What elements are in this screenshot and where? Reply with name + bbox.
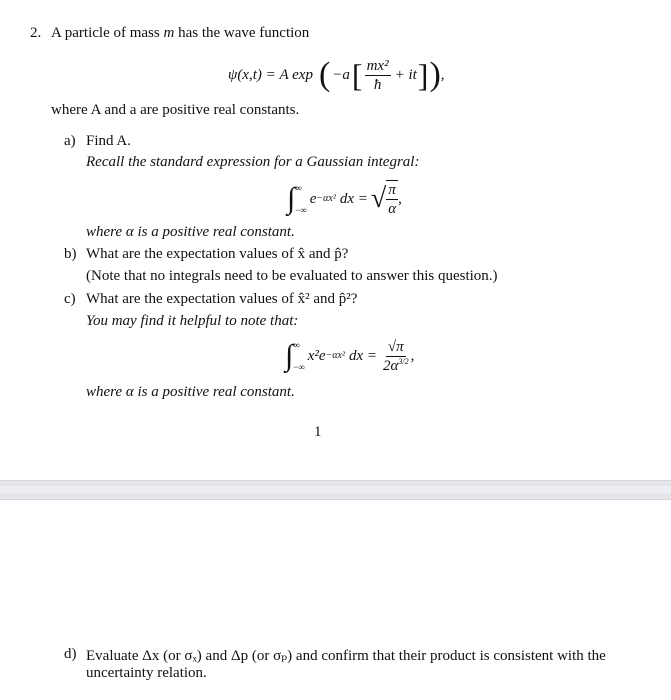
bracket-close: ] <box>417 57 429 93</box>
wavefunction-lhs: ψ(x,t) = A exp <box>228 66 313 83</box>
plus-it: + it <box>394 66 417 83</box>
part-d-line2: uncertainty relation. <box>86 665 207 681</box>
result-fraction <box>381 338 411 375</box>
problem-number: 2. <box>30 25 42 41</box>
part-a-where: where α is a positive real constant. <box>86 224 295 240</box>
integrand: e <box>309 190 317 207</box>
part-a-label: a) <box>64 133 76 149</box>
problem-intro <box>51 25 309 42</box>
part-d-label: d) <box>64 646 77 662</box>
part-a-text: Find A. <box>86 133 132 149</box>
part-c-label: c) <box>64 291 76 307</box>
part-c-where: where α is a positive real constant. <box>86 384 295 400</box>
second-moment-integral: ∫ ∞ −∞ x²e −αx² dx = $\frac{√\pi}{2\alpha^{3/2}}$ , <box>285 338 415 374</box>
sqrt-denominator: α <box>388 201 397 217</box>
fraction-denominator: ħ <box>373 76 382 93</box>
sqrt-numerator: π <box>388 182 396 198</box>
bracket-open: [ <box>351 57 363 93</box>
integral-dx: dx = <box>339 190 368 207</box>
fraction-numerator: mx² <box>366 57 389 74</box>
integral-limits <box>295 183 307 215</box>
mass-variable: m <box>163 25 175 41</box>
integral-sign: ∫ <box>287 182 296 215</box>
wavefunction-equation <box>228 52 445 98</box>
sqrt-sign: √ <box>370 183 387 214</box>
integral-trailing-comma-2: , <box>410 347 415 364</box>
lower-limit-2: −∞ <box>293 362 305 372</box>
part-b-text: What are the expectation values of x̂ and p̂? <box>86 246 349 262</box>
trailing-comma: , <box>440 66 445 83</box>
result-denominator <box>381 357 411 375</box>
gaussian-integral: ∫ ∞ −∞ e −αx² dx = √ $\frac{\pi}{\alpha}$ , <box>287 182 402 217</box>
sqrt-fraction <box>386 180 398 218</box>
result-denominator-exponent: 3/2 <box>398 356 409 366</box>
neg-a: −a <box>332 66 350 83</box>
paren-open: ( <box>318 56 331 93</box>
part-d-line1: Evaluate Δx (or σₓ) and Δp (or σₚ) and confirm that their product is consistent with the <box>86 648 606 664</box>
intro-text: A particle of mass <box>51 25 160 41</box>
part-c-hint: You may find it helpful to note that: <box>86 313 299 329</box>
part-a-recall: Recall the standard expression for a Gaussian integral: <box>86 154 420 170</box>
result-denominator-base: 2α <box>383 357 399 374</box>
upper-limit: ∞ <box>295 183 302 193</box>
result-numerator: √π <box>387 338 404 355</box>
integral-limits-2 <box>293 340 305 372</box>
wavefunction-fraction <box>365 57 391 94</box>
integral-trailing-comma: , <box>398 190 402 207</box>
part-c-text: What are the expectation values of x̂² and p̂²? <box>86 291 358 307</box>
part-b-note: (Note that no integrals need to be evaluated to answer this question.) <box>86 268 498 284</box>
page-divider <box>0 480 671 500</box>
integrand-2: x²e <box>307 347 326 364</box>
intro-end-text: has the wave function <box>178 25 310 41</box>
upper-limit-2: ∞ <box>293 340 300 350</box>
paren-close: ) <box>429 56 441 93</box>
integral-dx-2: dx = <box>348 347 377 364</box>
integral-sign-2: ∫ <box>285 339 294 372</box>
lower-limit: −∞ <box>295 205 307 215</box>
page-number: 1 <box>314 424 322 440</box>
part-b-label: b) <box>64 246 77 262</box>
where-constants: where A and a are positive real constants. <box>51 102 300 118</box>
